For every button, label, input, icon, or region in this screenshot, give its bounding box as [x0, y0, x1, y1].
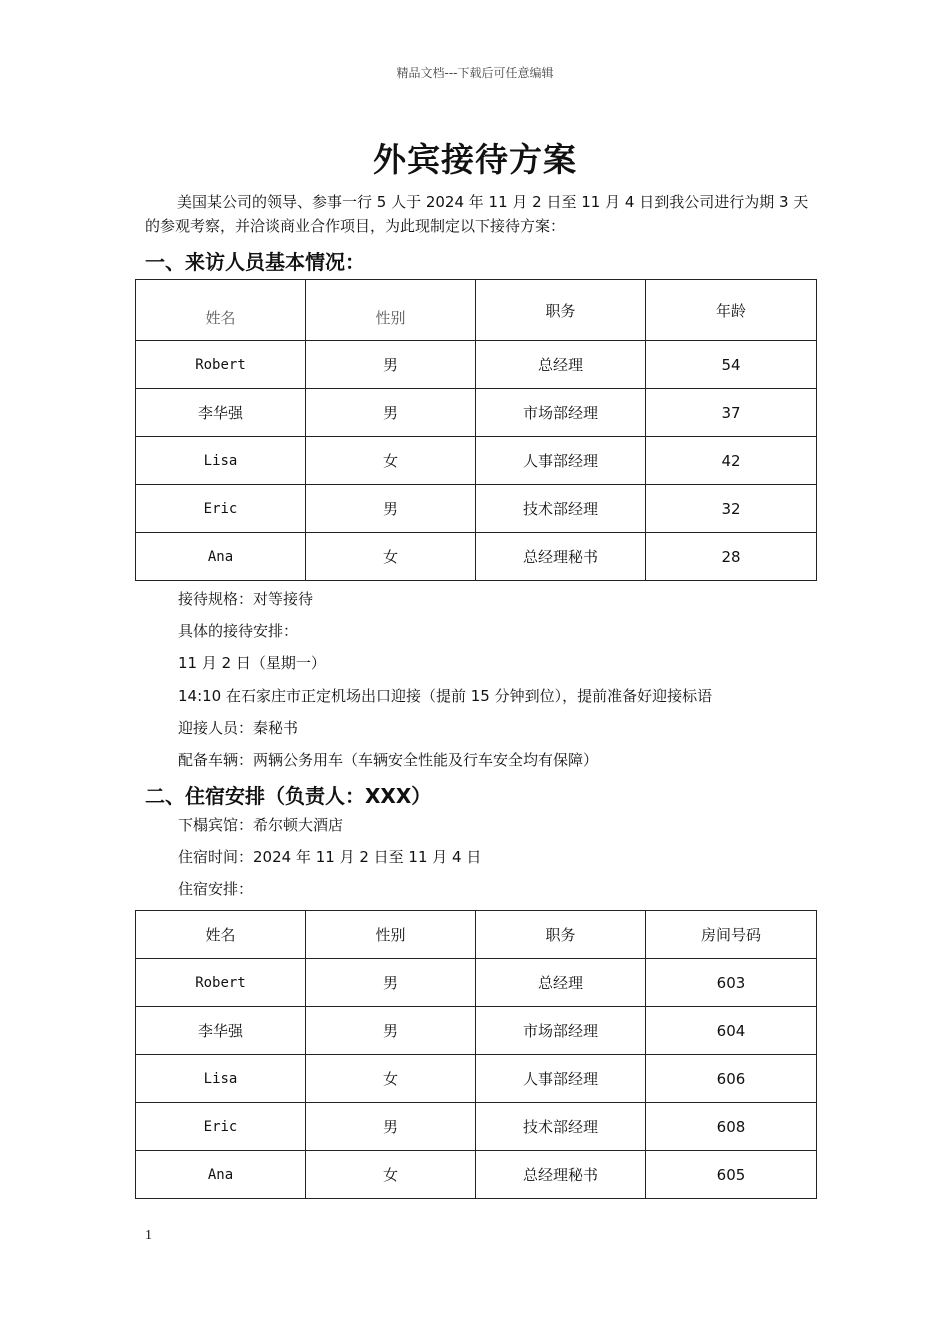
- cell-name: Eric: [136, 1103, 306, 1151]
- table-row: [136, 437, 817, 485]
- reception-level-line: 接待规格：对等接待: [178, 590, 314, 608]
- cell-name: Ana: [136, 533, 306, 581]
- cell-age: 37: [646, 389, 817, 437]
- cell-position: 人事部经理: [476, 1055, 646, 1103]
- column-header-position: 职务: [476, 911, 646, 959]
- cell-name: Robert: [136, 959, 306, 1007]
- column-header-name: 姓名: [136, 280, 306, 341]
- column-header-position: 职务: [476, 280, 646, 341]
- rooms-table-header-row: [136, 911, 817, 959]
- cell-gender: 女: [306, 1055, 476, 1103]
- cell-position: 总经理: [476, 959, 646, 1007]
- cell-age: 32: [646, 485, 817, 533]
- cell-gender: 男: [306, 1103, 476, 1151]
- cell-position: 总经理秘书: [476, 533, 646, 581]
- cell-gender: 男: [306, 341, 476, 389]
- cell-room-number: 605: [646, 1151, 817, 1199]
- intro-paragraph: 美国某公司的领导、参事一行 5 人于 2024 年 11 月 2 日至 11 月 4 日到我公司进行为期 3 天的参观考察，并洽谈商业合作项目，为此现制定以下接待方案：: [145, 193, 809, 235]
- cell-position: 市场部经理: [476, 389, 646, 437]
- rooms-table: [135, 910, 817, 1199]
- table-row: [136, 341, 817, 389]
- header-note: 精品文档---下载后可任意编辑: [396, 66, 554, 80]
- cell-gender: 男: [306, 389, 476, 437]
- cell-age: 42: [646, 437, 817, 485]
- cell-name: 李华强: [136, 1007, 306, 1055]
- cell-gender: 女: [306, 1151, 476, 1199]
- cell-room-number: 608: [646, 1103, 817, 1151]
- cell-position: 技术部经理: [476, 1103, 646, 1151]
- table-row: [136, 1151, 817, 1199]
- table-row: [136, 485, 817, 533]
- column-header-gender: 性别: [306, 911, 476, 959]
- page-number: 1: [145, 1228, 152, 1243]
- cell-room-number: 603: [646, 959, 817, 1007]
- column-header-age: 年龄: [646, 280, 817, 341]
- table-row: [136, 959, 817, 1007]
- cell-room-number: 604: [646, 1007, 817, 1055]
- cell-gender: 女: [306, 533, 476, 581]
- arrangement-label-line: 具体的接待安排：: [178, 622, 299, 640]
- column-header-name: 姓名: [136, 911, 306, 959]
- cell-position: 人事部经理: [476, 437, 646, 485]
- cell-gender: 男: [306, 959, 476, 1007]
- cell-name: Robert: [136, 341, 306, 389]
- cell-room-number: 606: [646, 1055, 817, 1103]
- cell-gender: 男: [306, 485, 476, 533]
- cell-gender: 女: [306, 437, 476, 485]
- document-title: 外宾接待方案: [373, 140, 577, 179]
- table-row: [136, 1055, 817, 1103]
- section-heading-lodging: 二、住宿安排（负责人：XXX）: [145, 784, 432, 808]
- cell-name: Lisa: [136, 1055, 306, 1103]
- table-row: [136, 533, 817, 581]
- cell-name: Eric: [136, 485, 306, 533]
- cell-name: 李华强: [136, 389, 306, 437]
- table-row: [136, 389, 817, 437]
- stay-period-line: 住宿时间：2024 年 11 月 2 日至 11 月 4 日: [178, 848, 482, 866]
- section-heading-visitors: 一、来访人员基本情况：: [145, 250, 365, 274]
- table-row: [136, 1103, 817, 1151]
- room-arrangement-label-line: 住宿安排：: [178, 880, 254, 898]
- cell-name: Ana: [136, 1151, 306, 1199]
- cell-age: 28: [646, 533, 817, 581]
- vehicle-line: 配备车辆：两辆公务用车（车辆安全性能及行车安全均有保障）: [178, 751, 599, 769]
- cell-position: 技术部经理: [476, 485, 646, 533]
- cell-position: 总经理秘书: [476, 1151, 646, 1199]
- date-line: 11 月 2 日（星期一）: [178, 654, 326, 672]
- cell-position: 总经理: [476, 341, 646, 389]
- column-header-gender: 性别: [306, 280, 476, 341]
- cell-gender: 男: [306, 1007, 476, 1055]
- greeter-line: 迎接人员：秦秘书: [178, 719, 299, 737]
- cell-age: 54: [646, 341, 817, 389]
- visitors-table-header-row: [136, 280, 817, 341]
- hotel-line: 下榻宾馆：希尔顿大酒店: [178, 816, 344, 834]
- visitors-table: [135, 279, 817, 581]
- cell-name: Lisa: [136, 437, 306, 485]
- pickup-line: 14:10 在石家庄市正定机场出口迎接（提前 15 分钟到位），提前准备好迎接标语: [178, 687, 713, 705]
- table-row: [136, 1007, 817, 1055]
- cell-position: 市场部经理: [476, 1007, 646, 1055]
- column-header-room-number: 房间号码: [646, 911, 817, 959]
